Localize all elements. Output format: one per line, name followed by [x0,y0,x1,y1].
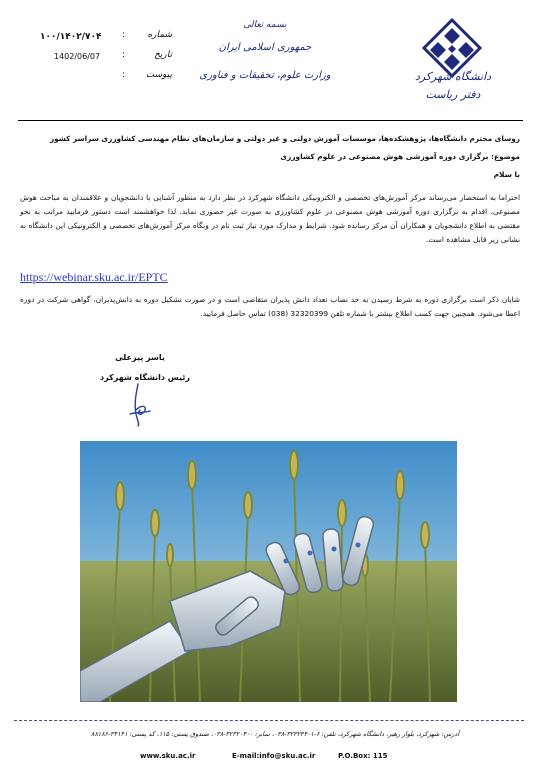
robot-hand-image [80,441,457,702]
webinar-link[interactable]: https://webinar.sku.ac.ir/EPTC [20,270,168,284]
footer-divider [14,720,524,722]
date-value: 1402/06/07 [54,52,101,61]
footer-website[interactable]: www.sku.ac.ir [140,752,196,760]
paragraph-1: احتراما به استحضار می‌رساند مرکز آموزش‌های تخصصی و الکترونیکی دانشگاه شهرکرد در نظر دارد به منظور آشنایی با دانشجویان و علاقمندان به مباحث هوش مصنوعی، اقدام به برگزاری دوره آموزشی هوش مصنوعی در علوم کشاورزی به صورت غیر حضوری نماید. لذا خواهشمند است دستور فرمایید مراتب به نحو مقتضی به اطلاع دانشجویان و همکاران آن مرکز رسانده شود. شرایط و مدارک مورد نیاز ثبت نام در وبگاه مرکز آموزش‌های تخصصی و الکترونیکی این دانشگاه به نشانی زیر قابل مشاهده است. [20,193,520,244]
signer-title: رئیس دانشگاه شهرکرد [100,373,190,382]
footer-address: آدرس: شهرکرد، بلوار رهبر، دانشگاه شهرکرد، تلفن: ۶-۳۲۳۲۴۴۰۱-۰۳۸، نمابر: ۳۲۳۲۰۳۰۰-۰۳۸، صندوق پستی: ۱۱۵، کد پستی: ۳۴۱۴۱-۸۸۱۸۶ [90,730,460,738]
header-divider [18,120,523,121]
date-colon: : [122,50,126,60]
bismillah: بسمه تعالی [243,20,287,30]
number-value: ۱۰۰/۱۴۰۲/۷۰۴ [40,32,102,42]
country-name: جمهوری اسلامی ایران [218,42,312,53]
university-name: دانشگاه شهرکرد [414,70,492,83]
number-colon: : [122,30,126,40]
letter-meta [40,30,180,90]
paragraph-2: شایان ذکر است برگزاری دوره به شرط رسیدن به حد نصاب تعداد دانش پذیران متقاضی است و در صورت تشکیل دوره به دانش‌پذیران، گواهی شرکت در دوره اعطا می‌شود. همچنین جهت کسب اطلاع بیشتر با شماره تلفن 32320399 (038) تماس حاصل فرمایید. [20,295,520,318]
ministry-name: وزارت علوم، تحقیقات و فناوری [199,70,331,81]
greeting: با سلام [493,170,520,179]
signature-icon [118,380,168,430]
footer-email[interactable]: E-mail:info@sku.ac.ir [232,752,316,760]
footer-pobox: P.O.Box: 115 [338,752,388,760]
letterhead [0,0,538,120]
number-label: شماره [147,30,172,40]
office-name: دفتر ریاست [425,88,481,101]
date-label: تاریخ [154,50,172,60]
attachment-label: پیوست [145,70,172,80]
attachment-colon: : [122,70,126,80]
recipients-line: روسای محترم دانشگاه‌ها، پژوهشکده‌ها، موسسات آموزش دولتی و غیر دولتی و سازمان‌های نظام مهندسی کشاورزی سراسر کشور [49,134,520,143]
footer-contacts [140,752,400,764]
subject-line: موضوع: برگزاری دوره آموزشی هوش مصنوعی در علوم کشاورزی [280,152,520,161]
signer-name: یاسر پیرعلی [115,353,165,362]
handwritten-signature [118,380,168,430]
robot-hand-wheat-photo [80,441,457,702]
